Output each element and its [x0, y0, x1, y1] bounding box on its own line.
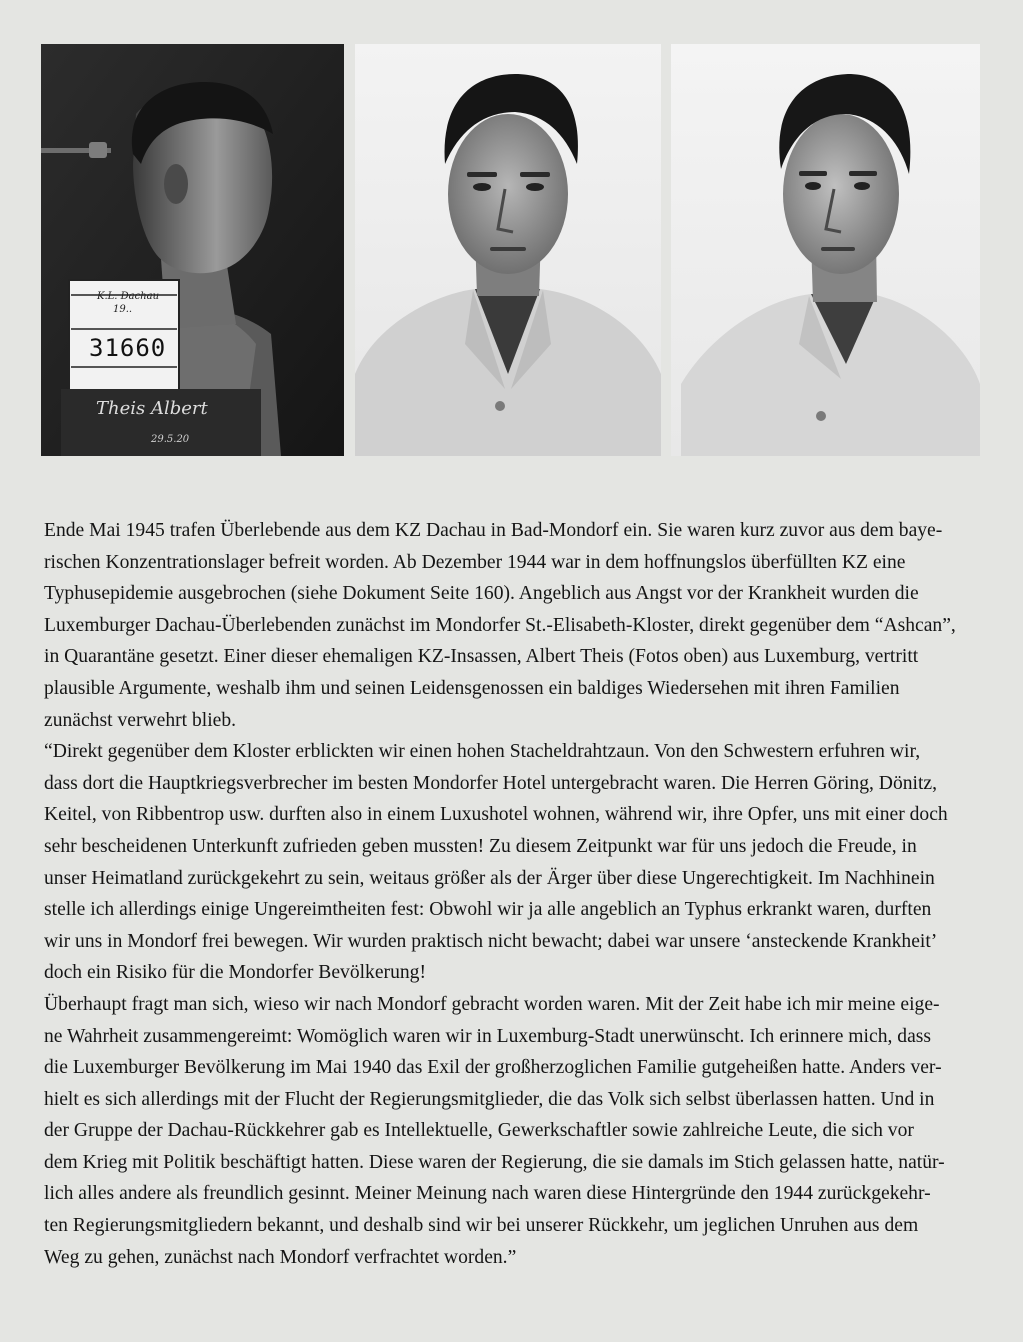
article-text [44, 515, 1019, 1273]
text-line: hielt es sich allerdings mit der Flucht der Regierungsmitglieder, die das Volk sich selbst überlassen hatten. Und in [44, 1088, 935, 1110]
text-line: in Quarantäne gesetzt. Einer dieser ehemaligen KZ-Insassen, Albert Theis (Fotos oben) aus Luxemburg, vertritt [44, 646, 919, 668]
text-line: wir uns in Mondorf frei bewegen. Wir wurden praktisch nicht bewacht; dabei war unsere ‘ansteckende Krankheit’ [44, 930, 938, 952]
text-line: Weg zu gehen, zunächst nach Mondorf verfrachtet worden.” [44, 1246, 517, 1268]
text-line: Luxemburger Dachau-Überlebenden zunächst im Mondorfer St.-Elisabeth-Kloster, direkt gegenüber dem “Ashcan”, [44, 614, 956, 636]
text-line: plausible Argumente, weshalb ihm und seinen Leidensgenossen ein baldiges Wiedersehen mit ihren Familien [44, 677, 900, 699]
text-line: zunächst verwehrt blieb. [44, 709, 237, 731]
profile-photo [41, 44, 344, 456]
text-line: rischen Konzentrationslager befreit worden. Ab Dezember 1944 war in dem hoffnungslos überfüllten KZ eine [44, 551, 906, 573]
text-line: Keitel, von Ribbentrop usw. durften also in einem Luxushotel wohnen, während wir, ihre Opfer, uns mit einer doch [44, 804, 948, 826]
text-line: Typhusepidemie ausgebrochen (siehe Dokument Seite 160). Angeblich aus Angst vor der Krankheit wurden die [44, 583, 919, 605]
text-line: dass dort die Hauptkriegsverbrecher im besten Mondorfer Hotel untergebracht waren. Die Herren Göring, Dönitz, [44, 772, 938, 794]
three-quarter-photo [671, 44, 980, 456]
board-camp-sub: 19.. [113, 304, 133, 315]
prisoner-number: 31660 [89, 334, 167, 362]
text-line: Ende Mai 1945 trafen Überlebende aus dem KZ Dachau in Bad-Mondorf ein. Sie waren kurz zuvor aus dem baye- [44, 520, 943, 541]
text-line: sehr bescheidenen Unterkunft zufrieden geben mussten! Zu diesem Zeitpunkt war für uns jedoch die Freude, in [44, 835, 917, 857]
text-line: dem Krieg mit Politik beschäftigt hatten. Diese waren der Regierung, die sie damals im Stich gelassen hatte, natür- [44, 1151, 945, 1173]
mugshot-photos [41, 44, 980, 456]
text-line: unser Heimatland zurückgekehrt zu sein, weitaus größer als der Ärger über diese Ungerechtigkeit. Im Nachhinein [44, 867, 935, 889]
text-line: “Direkt gegenüber dem Kloster erblickten wir einen hohen Stacheldrahtzaun. Von den Schwestern erfuhren wir, [44, 741, 921, 763]
text-line: lich alles andere als freundlich gesinnt. Meiner Meinung nach waren diese Hintergründe den 1944 zurückgekehr- [44, 1183, 931, 1205]
board-signature: Theis Albert [96, 398, 208, 419]
text-line: ne Wahrheit zusammengereimt: Womöglich waren wir in Luxemburg-Stadt unerwünscht. Ich erinnere mich, dass [44, 1025, 932, 1047]
text-line: stelle ich allerdings einige Ungereimtheiten fest: Obwohl wir ja alle angeblich an Typhus erkrankt waren, durften [44, 899, 932, 921]
board-camp-label: K.L. Dachau [97, 291, 160, 302]
frontal-photo [355, 44, 661, 456]
text-line: die Luxemburger Bevölkerung im Mai 1940 das Exil der großherzoglichen Familie gutgeheißen hatte. Anders ver- [44, 1057, 942, 1079]
text-line: Überhaupt fragt man sich, wieso wir nach Mondorf gebracht worden waren. Mit der Zeit habe ich mir meine eige- [44, 993, 940, 1015]
text-line: doch ein Risiko für die Mondorfer Bevölkerung! [44, 962, 426, 984]
board-signature-date: 29.5.20 [151, 434, 190, 445]
text-line: ten Regierungsmitgliedern bekannt, und deshalb sind wir bei unserer Rückkehr, um jeglichen Unruhen aus dem [44, 1215, 919, 1237]
text-line: der Gruppe der Dachau-Rückkehrer gab es Intellektuelle, Gewerkschaftler sowie zahlreiche Leute, die sich vor [44, 1120, 914, 1142]
